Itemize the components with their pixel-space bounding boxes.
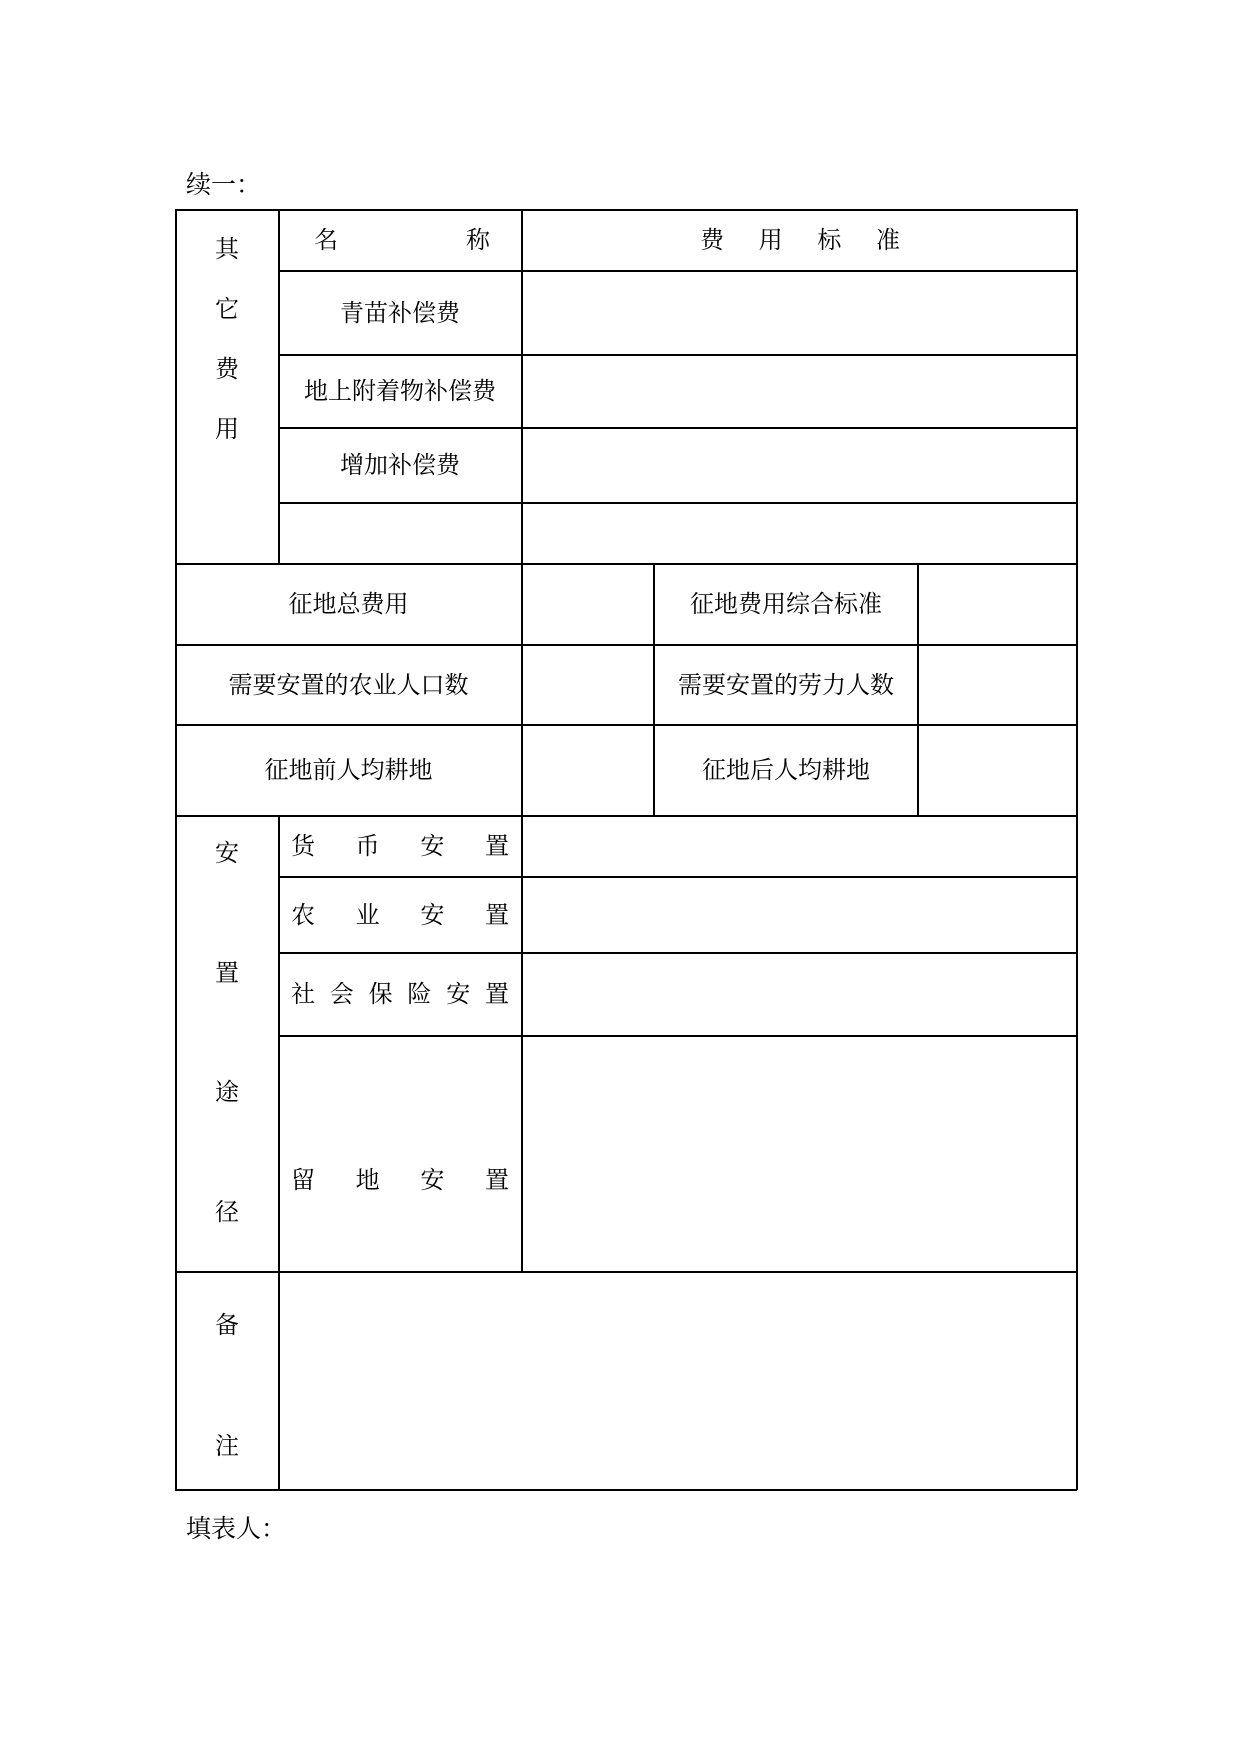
label-labor-count: 需要安置的劳力人数 xyxy=(678,670,894,699)
value-reserved-land-resettlement[interactable] xyxy=(523,1036,1076,1272)
value-labor-count[interactable] xyxy=(919,645,1076,724)
value-total-acquisition-cost[interactable] xyxy=(523,564,653,644)
row-label-agricultural-resettlement: 农 业 安 置 xyxy=(291,900,509,929)
label-farmland-after: 征地后人均耕地 xyxy=(702,756,870,784)
value-farmland-before[interactable] xyxy=(523,725,653,815)
form-filler-label: 填表人： xyxy=(186,1514,287,1543)
value-agricultural-population[interactable] xyxy=(523,645,653,724)
row-label-social-insurance-resettlement: 社 会 保 险 安 置 xyxy=(291,980,509,1008)
value-additional-compensation[interactable] xyxy=(523,428,1076,502)
label-farmland-before: 征地前人均耕地 xyxy=(264,756,433,784)
header-fee-standard: 费 用 标 准 xyxy=(700,226,900,254)
value-agricultural-resettlement[interactable] xyxy=(523,877,1076,952)
value-crop-compensation[interactable] xyxy=(523,271,1076,354)
label-agricultural-population: 需要安置的农业人口数 xyxy=(228,670,469,699)
label-composite-fee-standard: 征地费用综合标准 xyxy=(690,590,882,618)
row-label-attachment-compensation: 地上附着物补偿费 xyxy=(304,377,496,405)
row-label-crop-compensation: 青苗补偿费 xyxy=(340,298,460,327)
value-attachment-compensation[interactable] xyxy=(523,355,1076,427)
row-label-blank[interactable] xyxy=(279,503,521,563)
value-blank[interactable] xyxy=(523,503,1076,563)
remarks-content[interactable] xyxy=(280,1273,1076,1489)
land-acquisition-form-table: 其 它 费 用 名 称 费 用 标 准 青苗补偿费 地上附着物补偿费 增加补偿费 征地总费用 征地费用综合标准 需要安置的农业人口数 需要安置的劳力人数 征地前人均耕地 征地后人均耕地 安 置 途 径 货 币 安 置 农 业 安 置 社 会 保 险 安 置 留 地 安 置 备 注 xyxy=(0,0,1240,1754)
row-label-reserved-land-resettlement: 留 地 安 置 xyxy=(291,1166,509,1194)
value-farmland-after[interactable] xyxy=(919,725,1076,815)
value-social-insurance-resettlement[interactable] xyxy=(523,953,1076,1035)
row-label-additional-compensation: 增加补偿费 xyxy=(340,451,460,479)
continuation-heading: 续一： xyxy=(186,170,262,199)
value-composite-fee-standard[interactable] xyxy=(919,564,1076,644)
value-monetary-resettlement[interactable] xyxy=(523,816,1076,876)
row-label-monetary-resettlement: 货 币 安 置 xyxy=(291,832,509,860)
label-total-acquisition-cost: 征地总费用 xyxy=(288,590,409,618)
header-name: 名 称 xyxy=(314,226,490,254)
